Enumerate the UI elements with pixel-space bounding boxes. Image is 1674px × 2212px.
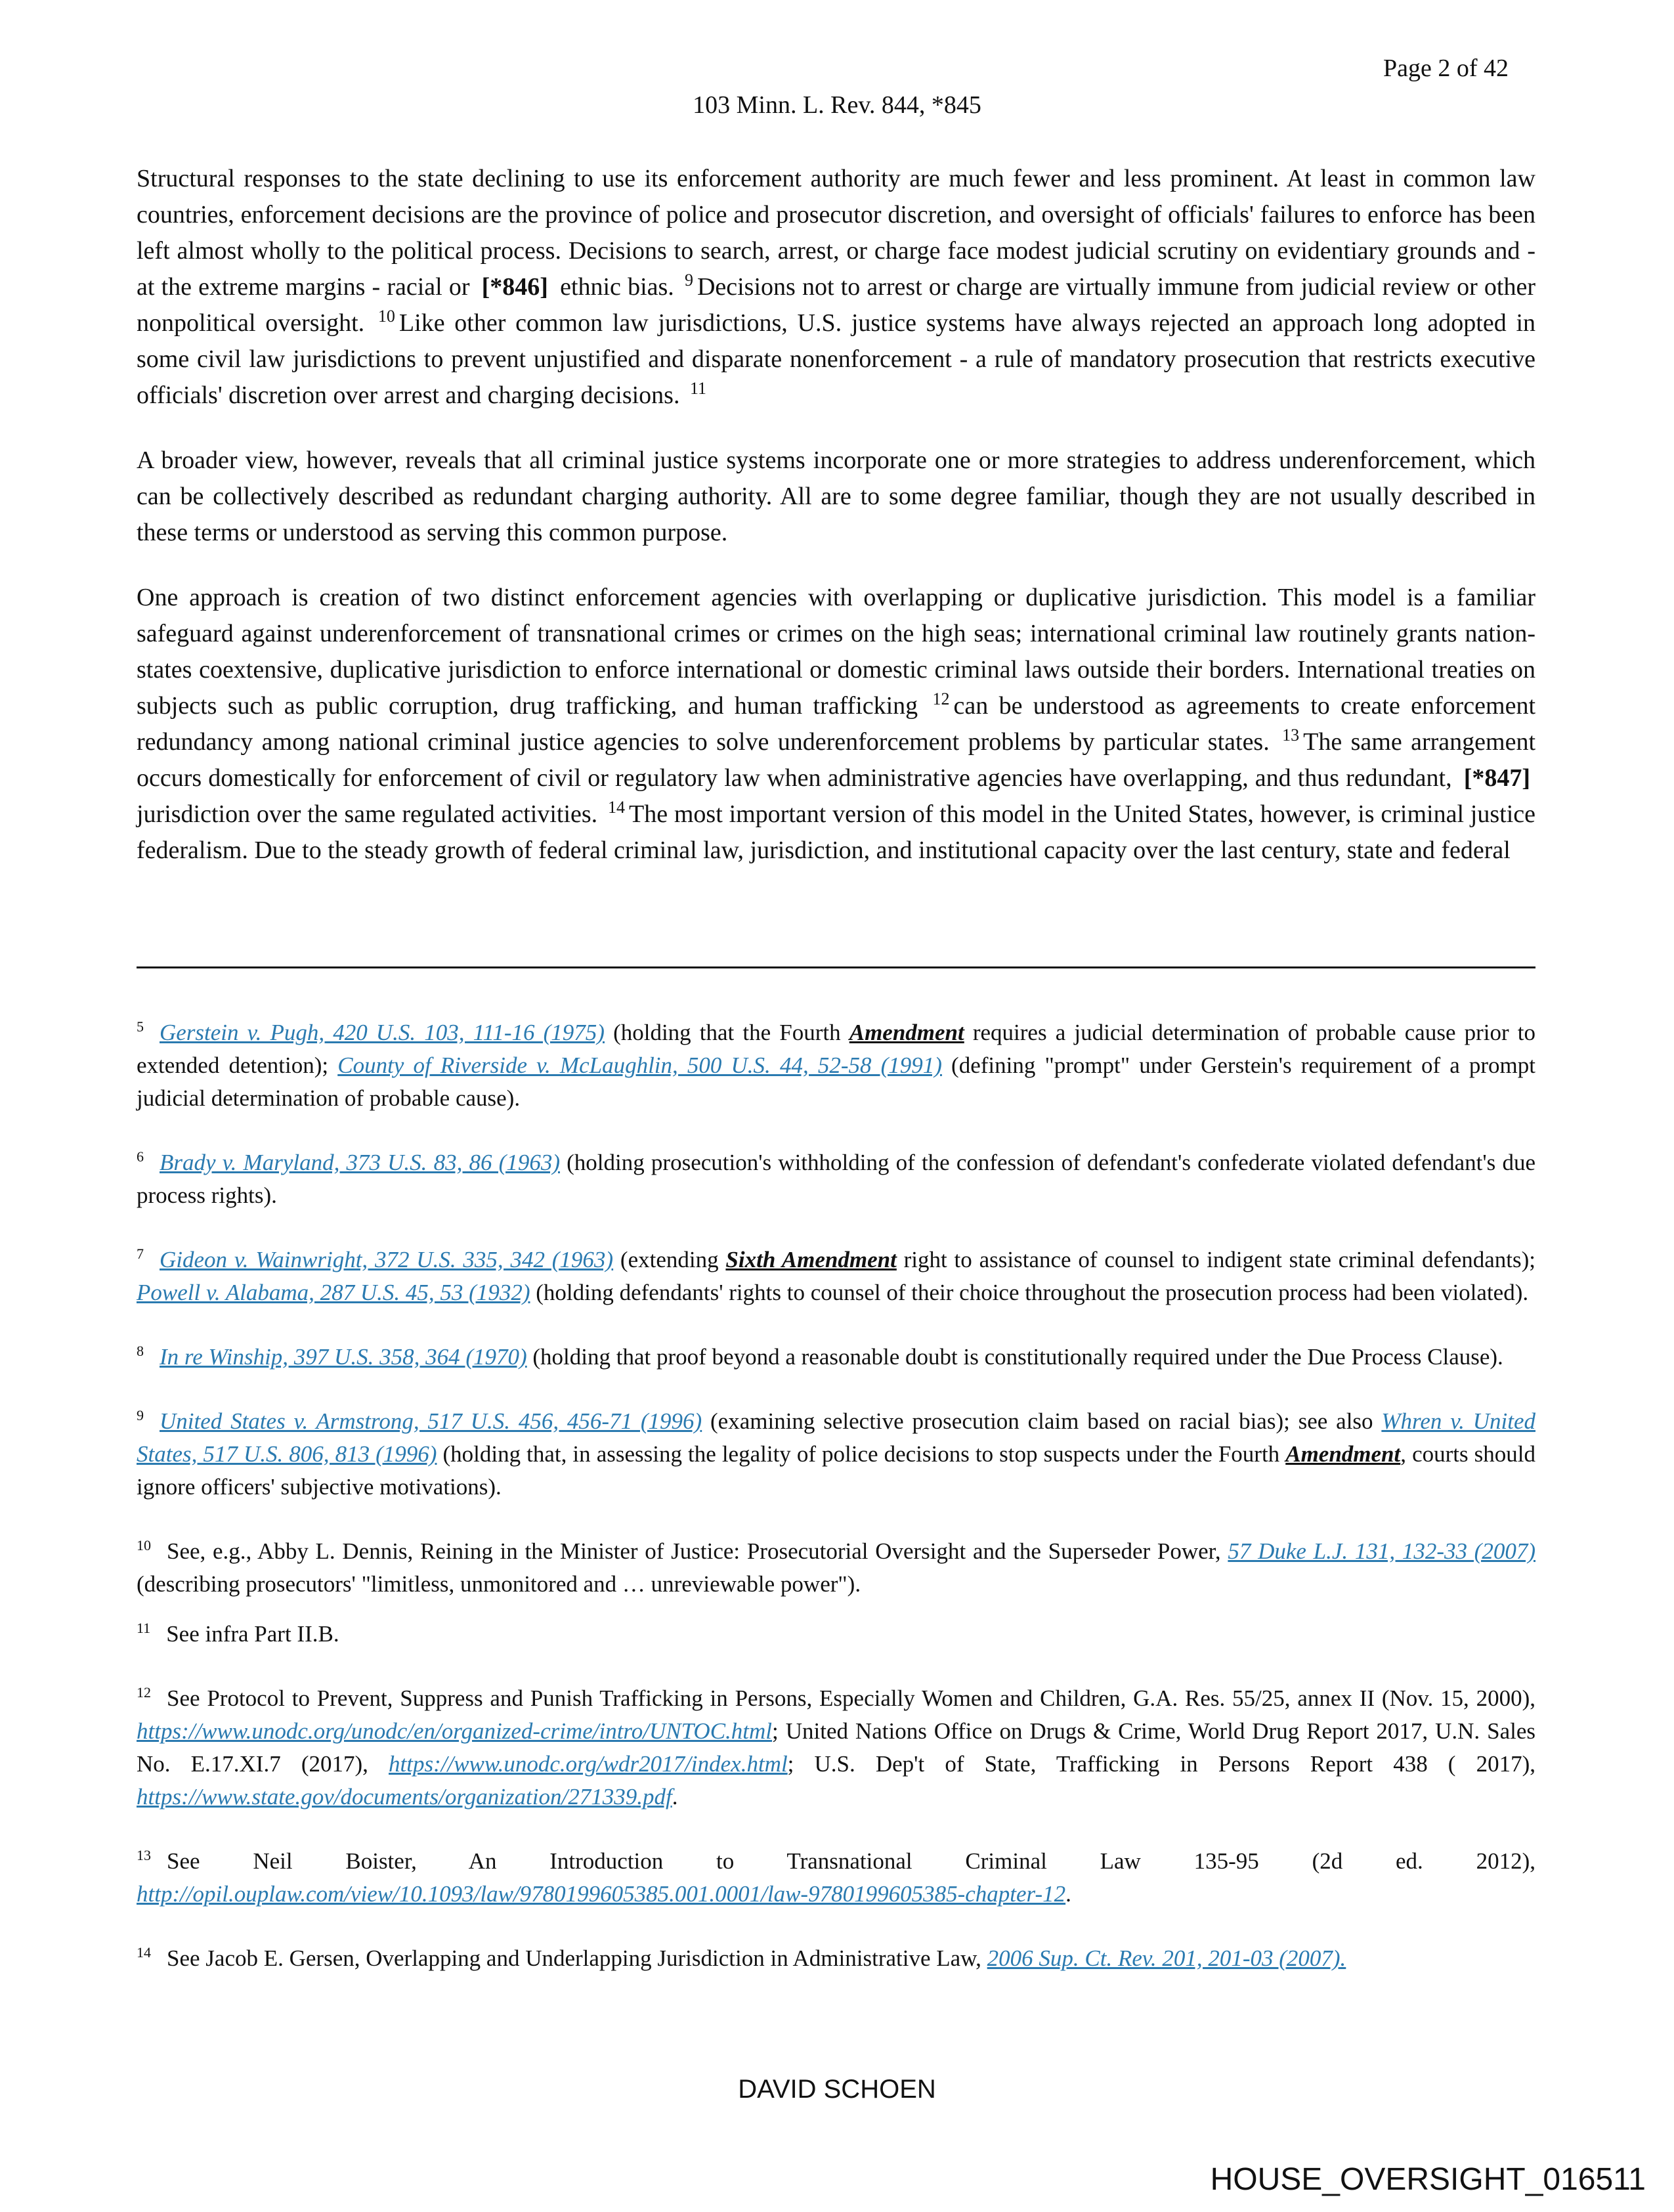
footnote-number: 8 <box>137 1343 144 1360</box>
citation-link[interactable]: Gerstein v. Pugh, 420 U.S. 103, 111-16 (1975) <box>160 1020 605 1045</box>
emphasized-term: Sixth Amendment <box>725 1247 897 1272</box>
text-run: jurisdiction over the same regulated activities. <box>137 800 604 828</box>
star-page-marker: [*847] <box>1463 764 1530 792</box>
citation-link[interactable]: United States v. Armstrong, 517 U.S. 456, 456-71 (1996) <box>160 1408 702 1434</box>
text-run: Like other common law jurisdictions, U.S. justice systems have always rejected an approach long adopted in some civil law jurisdictions to prevent unjustified and disparate nonenforcement - a rule of mandatory prosecution that restricts executive officials' discretion over arrest and charging decisions. <box>137 309 1535 409</box>
text-run: (holding that proof beyond a reasonable doubt is constitutionally required under the Due Process Clause). <box>526 1344 1503 1370</box>
citation-link[interactable]: Whren v. United States, 517 U.S. 806, 813 (1996) <box>137 1408 1535 1467</box>
text-run: See Jacob E. Gersen, Overlapping and Underlapping Jurisdiction in Administrative Law, <box>167 1945 987 1971</box>
text-run: (holding prosecution's withholding of the confession of defendant's confederate violated defendant's due process rights). <box>137 1150 1535 1208</box>
text-run: (examining selective prosecution claim based on racial bias); see also <box>702 1408 1382 1434</box>
footnote-ref[interactable]: 13 <box>1282 726 1300 745</box>
text-run: ; U.S. Dep't of State, Trafficking in Persons Report 438 ( 2017), <box>787 1751 1535 1777</box>
footnote-ref[interactable]: 10 <box>377 307 395 326</box>
page-number: Page 2 of 42 <box>1383 54 1509 82</box>
bates-number: HOUSE_OVERSIGHT_016511 <box>1210 2162 1646 2197</box>
footnote-ref[interactable]: 12 <box>932 689 950 709</box>
citation-link[interactable]: County of Riverside v. McLaughlin, 500 U.S. 44, 52-58 (1991) <box>337 1052 942 1078</box>
footnote <box>137 1942 1535 1975</box>
footnote-number: 13 <box>137 1847 151 1864</box>
text-run: See Protocol to Prevent, Suppress and Punish Trafficking in Persons, Especially Women and Children, G.A. Res. 55/25, annex II (Nov. 15, 2000), <box>167 1685 1535 1711</box>
footnote-number: 14 <box>137 1944 151 1961</box>
body-paragraph <box>137 443 1535 551</box>
footnote-ref[interactable]: 9 <box>684 271 693 290</box>
text-run: One approach is creation of two distinct enforcement agencies with overlapping or duplicative jurisdiction. This model is a familiar safeguard against underenforcement of transnational crimes or crimes on the high seas; international criminal law routinely grants nation-states coextensive, duplicative jurisdiction to enforce international or domestic criminal laws outside their borders. International treaties on subjects such as public corruption, drug trafficking, and human trafficking <box>137 584 1535 720</box>
body-paragraph <box>137 580 1535 869</box>
footnote-ref[interactable]: 14 <box>607 798 625 817</box>
citation-link[interactable]: 57 Duke L.J. 131, 132-33 (2007) <box>1228 1538 1535 1564</box>
footer-author: DAVID SCHOEN <box>738 2075 936 2104</box>
text-run: . <box>672 1784 678 1810</box>
text-run: , courts should ignore officers' subjective motivations). <box>137 1441 1535 1500</box>
text-run: (holding that the Fourth <box>604 1020 849 1045</box>
footnote <box>137 1405 1535 1504</box>
citation-link[interactable]: https://www.unodc.org/unodc/en/organized-crime/intro/UNTOC.html <box>137 1718 773 1744</box>
text-run: requires a judicial determination of probable cause prior to extended detention); <box>137 1020 1535 1078</box>
star-page-marker: [*846] <box>481 273 548 301</box>
text-run: (describing prosecutors' "limitless, unmonitored and … unreviewable power"). <box>137 1571 861 1597</box>
text-run: right to assistance of counsel to indigent state criminal defendants); <box>896 1247 1535 1272</box>
footnote-number: 5 <box>137 1018 144 1035</box>
footnote <box>137 1244 1535 1309</box>
footnote-ref[interactable]: 11 <box>689 379 707 399</box>
text-run: See infra Part II.B. <box>166 1621 339 1647</box>
text-run: ; United Nations Office on Drugs & Crime, World Drug Report 2017, U.N. Sales No. E.17.XI.7 (2017), <box>137 1718 1535 1777</box>
text-run: can be understood as agreements to create enforcement redundancy among national criminal justice agencies to solve underenforcement problems by particular states. <box>137 692 1536 756</box>
citation-link[interactable]: https://www.state.gov/documents/organization/271339.pdf <box>137 1784 672 1810</box>
footnote <box>137 1341 1535 1374</box>
footnote <box>137 1146 1535 1212</box>
footnote <box>137 1618 1535 1651</box>
text-run: (extending <box>613 1247 726 1272</box>
footnote-divider <box>137 966 1535 968</box>
citation-link[interactable]: Gideon v. Wainwright, 372 U.S. 335, 342 (1963) <box>160 1247 614 1272</box>
text-run: ethnic bias. <box>553 273 681 301</box>
footnotes <box>137 1016 1535 2006</box>
footnote-number: 10 <box>137 1537 151 1554</box>
footnote <box>137 1016 1535 1115</box>
footnote <box>137 1845 1535 1911</box>
citation-link[interactable]: https://www.unodc.org/wdr2017/index.html <box>389 1751 788 1777</box>
footnote-number: 12 <box>137 1684 151 1701</box>
body-text <box>137 161 1535 898</box>
text-run: (defining "prompt" under Gerstein's requirement of a prompt judicial determination of probable cause). <box>137 1052 1535 1111</box>
citation-link[interactable]: 2006 Sup. Ct. Rev. 201, 201-03 (2007). <box>987 1945 1346 1971</box>
citation-link[interactable]: Brady v. Maryland, 373 U.S. 83, 86 (1963) <box>160 1150 560 1175</box>
text-run: See Neil Boister, An Introduction to Transnational Criminal Law 135-95 (2d ed. 2012), <box>167 1848 1535 1874</box>
footnote-number: 6 <box>137 1148 144 1165</box>
text-run: See, e.g., Abby L. Dennis, Reining in the Minister of Justice: Prosecutorial Oversight and the Superseder Power, <box>167 1538 1228 1564</box>
citation-link[interactable]: Powell v. Alabama, 287 U.S. 45, 53 (1932) <box>137 1280 530 1305</box>
footnote-number: 11 <box>137 1620 151 1637</box>
text-run: A broader view, however, reveals that all criminal justice systems incorporate one or more strategies to address underenforcement, which can be collectively described as redundant charging authority. All are to some degree familiar, though they are not usually described in these terms or understood as serving this common purpose. <box>137 446 1535 546</box>
footnote <box>137 1535 1535 1601</box>
text-run: Decisions not to arrest or charge are virtually immune from judicial review or other nonpolitical oversight. <box>137 273 1535 337</box>
text-run: The most important version of this model in the United States, however, is criminal justice federalism. Due to the steady growth of federal criminal law, jurisdiction, and institutional capacity over the last century, state and federal <box>137 800 1535 864</box>
emphasized-term: Amendment <box>849 1020 964 1045</box>
text-run: (holding defendants' rights to counsel of their choice throughout the prosecution process had been violated). <box>530 1280 1529 1305</box>
text-run: . <box>1065 1881 1071 1907</box>
footnote-number: 9 <box>137 1407 144 1424</box>
citation-link[interactable]: http://opil.ouplaw.com/view/10.1093/law/9780199605385.001.0001/law-9780199605385-chapter-12 <box>137 1881 1066 1907</box>
text-run: Structural responses to the state declining to use its enforcement authority are much fewer and less prominent. At least in common law countries, enforcement decisions are the province of police and prosecutor discretion, and oversight of officials' failures to enforce has been left almost wholly to the political process. Decisions to search, arrest, or charge face modest judicial scrutiny on evidentiary grounds and - at the extreme margins - racial or <box>137 165 1535 301</box>
running-header-citation: 103 Minn. L. Rev. 844, *845 <box>693 91 981 119</box>
footnote <box>137 1682 1535 1813</box>
body-paragraph <box>137 161 1535 414</box>
text-run: (holding that, in assessing the legality of police decisions to stop suspects under the Fourth <box>437 1441 1286 1467</box>
emphasized-term: Amendment <box>1285 1441 1401 1467</box>
footnote-number: 7 <box>137 1246 144 1263</box>
text-run: The same arrangement occurs domestically for enforcement of civil or regulatory law when administrative agencies have overlapping, and thus redundant, <box>137 728 1536 792</box>
citation-link[interactable]: In re Winship, 397 U.S. 358, 364 (1970) <box>160 1344 527 1370</box>
